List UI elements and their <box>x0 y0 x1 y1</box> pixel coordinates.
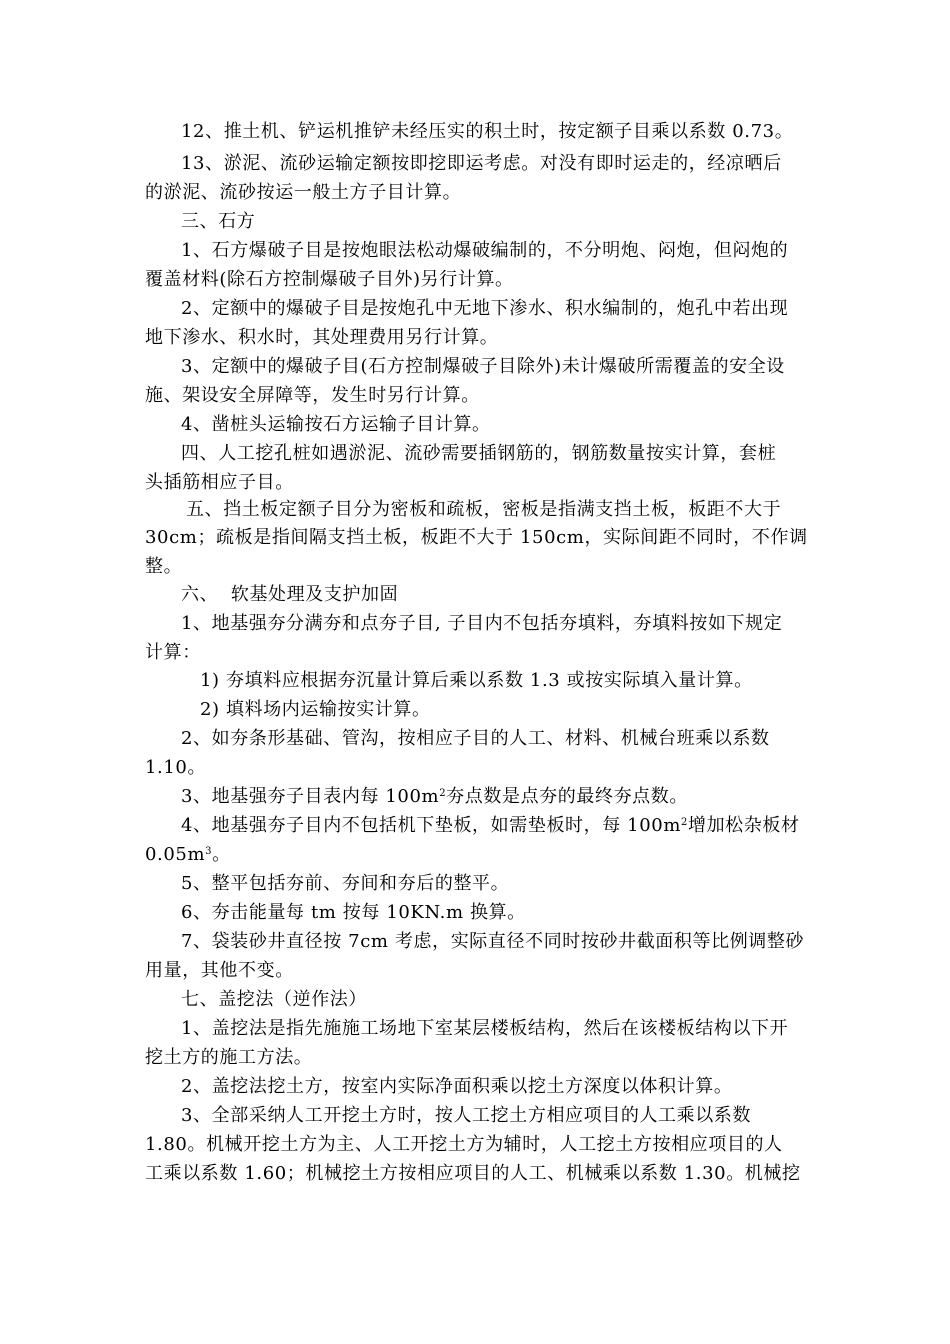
paragraph-line: 1、盖挖法是指先施施工场地下室某层楼板结构，然后在该楼板结构以下开 <box>181 1018 789 1039</box>
paragraph-line <box>181 812 800 839</box>
paragraph-line: 五、挡土板定额子目分为密板和疏板，密板是指满支挡土板，板距不大于 <box>186 499 782 520</box>
text-span: 4、地基强夯子目内不包括机下垫板，如需垫板时，每 100m <box>181 815 681 836</box>
paragraph-line: 挖土方的施工方法。 <box>145 1047 313 1068</box>
paragraph-line: 1、石方爆破子目是按炮眼法松动爆破编制的，不分明炮、闷炮，但闷炮的 <box>181 240 789 261</box>
paragraph-line: 7、袋装砂井直径按 7cm 考虑，实际直径不同时按砂井截面积等比例调整砂 <box>181 931 805 952</box>
paragraph-line: 用量，其他不变。 <box>145 960 294 981</box>
paragraph-line: 的淤泥、流砂按运一般土方子目计算。 <box>145 182 462 203</box>
paragraph-line: 4、凿桩头运输按石方运输子目计算。 <box>181 414 491 435</box>
superscript: 3 <box>205 846 213 857</box>
section-heading: 七、盖挖法（逆作法） <box>181 989 367 1010</box>
paragraph-line <box>181 783 688 810</box>
paragraph-line: 地下渗水、积水时，其处理费用另行计算。 <box>145 327 499 348</box>
paragraph-line: 工乘以系数 1.60；机械挖土方按相应项目的人工、机械乘以系数 1.30。机械挖 <box>145 1163 801 1184</box>
paragraph-line <box>145 841 231 868</box>
paragraph-line: 2、如夯条形基础、管沟，按相应子目的人工、材料、机械台班乘以系数 <box>181 728 770 749</box>
paragraph-line: 1.10。 <box>145 757 207 778</box>
text-span: 增加松杂板材 <box>687 815 800 836</box>
text-span: 夯点数是点夯的最终夯点数。 <box>446 786 688 807</box>
paragraph-line: 6、夯击能量每 tm 按每 10KN.m 换算。 <box>181 902 526 923</box>
section-heading: 六、 软基处理及支护加固 <box>181 584 399 605</box>
paragraph-line: 施、架设安全屏障等，发生时另行计算。 <box>145 385 480 406</box>
text-span: 0.05m <box>145 844 206 865</box>
section-heading: 三、石方 <box>181 211 256 232</box>
paragraph-line: 12、推土机、铲运机推铲未经压实的积土时，按定额子目乘以系数 0.73。 <box>181 121 794 142</box>
paragraph-line: 整。 <box>145 556 183 577</box>
paragraph-line: 1、地基强夯分满夯和点夯子目, 子目内不包括夯填料，夯填料按如下规定 <box>181 613 783 634</box>
paragraph-line: 13、淤泥、流砂运输定额按即挖即运考虑。对没有即时运走的，经凉晒后 <box>181 153 782 174</box>
paragraph-line: 头插筋相应子目。 <box>145 472 294 493</box>
paragraph-line: 覆盖材料(除石方控制爆破子目外)另行计算。 <box>145 269 514 290</box>
list-item: 2) 填料场内运输按实计算。 <box>200 699 431 720</box>
paragraph-line: 2、盖挖法挖土方，按室内实际净面积乘以挖土方深度以体积计算。 <box>181 1076 733 1097</box>
superscript: 2 <box>681 817 688 828</box>
paragraph-line: 3、定额中的爆破子目(石方控制爆破子目除外)未计爆破所需覆盖的安全设 <box>181 356 785 377</box>
paragraph-line: 3、全部采纳人工开挖土方时，按人工挖土方相应项目的人工乘以系数 <box>181 1105 752 1126</box>
paragraph-line: 四、人工挖孔桩如遇淤泥、流砂需要插钢筋的，钢筋数量按实计算，套桩 <box>181 443 777 464</box>
paragraph-line: 30cm；疏板是指间隔支挡土板，板距不大于 150cm，实际间距不同时，不作调 <box>145 527 808 548</box>
paragraph-line: 1.80。机械开挖土方为主、人工开挖土方为辅时，人工挖土方按相应项目的人 <box>145 1134 783 1155</box>
superscript: 2 <box>439 788 447 799</box>
paragraph-line: 5、整平包括夯前、夯间和夯后的整平。 <box>181 873 510 894</box>
paragraph-line: 2、定额中的爆破子目是按炮孔中无地下渗水、积水编制的，炮孔中若出现 <box>181 298 789 319</box>
list-item: 1) 夯填料应根据夯沉量计算后乘以系数 1.3 或按实际填入量计算。 <box>200 670 753 691</box>
text-span: 3、地基强夯子目表内每 100m <box>181 786 440 807</box>
text-span: 。 <box>212 844 231 865</box>
paragraph-line: 计算： <box>145 642 201 663</box>
